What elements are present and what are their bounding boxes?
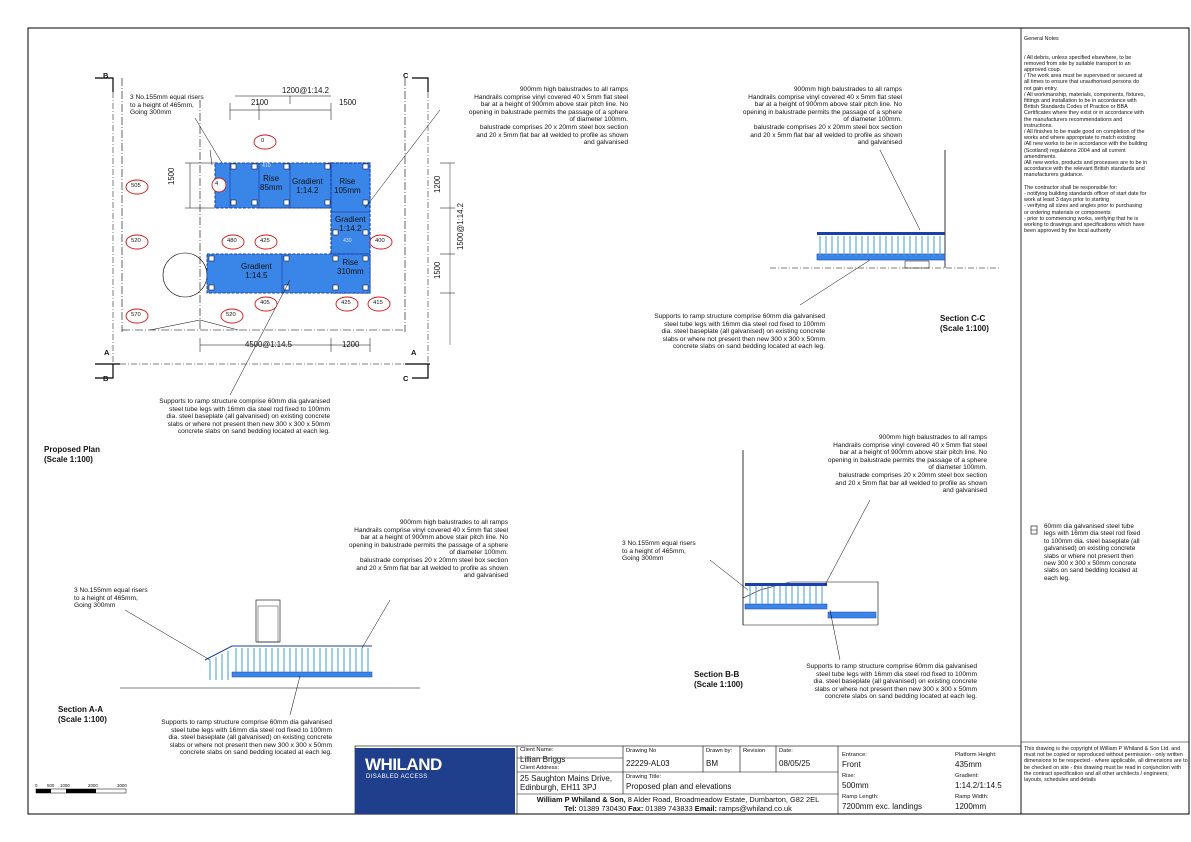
tel-label: Tel: [564, 804, 577, 813]
section-cc-title: Section C-C (Scale 1:100) [940, 314, 989, 333]
section-aa-support-note: Supports to ramp structure comprise 60mm dia galvanised steel tube legs with 16mm dia steel rod fixed to 100mm dia. steel baseplate (all galvanised) on existing concrete slabs or where not present then new 300 x 300 x 50mm concrete slabs on sand bedding located at each leg. [161, 719, 332, 757]
dim-right-top: 1200 [433, 175, 442, 193]
dim-bottom-slope: 4500@1:14.5 [245, 340, 292, 349]
dim-right-bottom: 1500 [433, 261, 442, 279]
scale-label: 2000 [88, 783, 98, 788]
platform-height-label: Platform Height: [955, 752, 997, 758]
section-bb-title: Section B-B (Scale 1:100) [694, 670, 743, 689]
dim-top-left: 2100 [251, 98, 269, 107]
entrance: Front [842, 760, 861, 769]
company-logo-tagline: DISABLED ACCESS [366, 774, 428, 780]
company-address: 8 Alder Road, Broadmeadow Estate, Dumbarton, G82 2EL [627, 795, 820, 804]
tel-number: 01389 730430 [578, 804, 627, 813]
section-aa-riser-note: 3 No.155mm equal risers to a height of 465mm, Going 300mm [74, 587, 148, 610]
section-aa-handrail-note: 900mm high balustrades to all ramps Handrails comprise vinyl covered 40 x 5mm flat steel bar at a height of 900mm above stair pitch line. No opening in balustrade permits the passage of a sphere of diameter 100mm. balustrade comprises 20 x 20mm steel box section and 20 x 5mm flat bar all welded to profile as shown and galvanised [348, 519, 508, 580]
section-bb-riser-note: 3 No.155mm equal risers to a height of 465mm, Going 300mm [622, 540, 696, 563]
fax-label: Fax: [628, 804, 644, 813]
level-tag: 415 [373, 300, 383, 306]
general-notes-body: / All debris, unless specified elsewhere, to be removed from site by suitable transport to an approved coup. / The work area must be supervised or secured at all times to ensure that unauthorised persons do not gain entry. / All workmanship, materials, components, fixtures, fittings and installation to be in accordance with British Standards Codes of Practice or BBA Certificates where they exist or in accordance with the manufacturers recommendations and instructions. / All finishes to be made good on completion of the works and where appropriate to match existing /All new works to be in accordance with the building (Scotland) regulations 2004 and all current amendments. /All new works, products and processes are to be in accordance with the relevant British standards and manufacturers guidance. The contractor shall be responsible for: - notifying building standards officer of start date for work at least 3 days prior to starting - verifying all sizes and angles prior to purchasing or ordering materials or components - prior to commencing works, verifying that he is working to drawings and specifications which have been approved by the local authority [1024, 54, 1148, 235]
rise-label: Rise: [842, 773, 856, 779]
zone-gradient-bottom: Gradient 1:14.5 [241, 262, 272, 280]
zone-gradient-right: Gradient 1:14.2 [335, 215, 366, 233]
client-name: Lillian Briggs [520, 755, 566, 764]
company-name: William P Whiland & Son, [536, 795, 626, 804]
platform-height: 435mm [955, 760, 982, 769]
client-name-label: Client Name: [520, 747, 554, 753]
dim-right-mid: 1500@1:14.2 [456, 203, 465, 250]
level-tag: 425 [260, 238, 270, 244]
section-marker-b-top: B [103, 71, 109, 80]
drawing-no: 22229-AL03 [626, 759, 670, 768]
plan-handrail-note: 900mm high balustrades to all ramps Handrails comprise vinyl covered 40 x 5mm flat steel bar at a height of 900mm above stair pitch line. No opening in balustrade permits the passage of a sphere of diameter 100mm. balustrade comprises 20 x 20mm steel box section and 20 x 5mm flat bar all welded to profile as shown and galvanised [468, 86, 628, 147]
drawing-title: Proposed plan and elevations [626, 782, 732, 791]
section-aa-drawing [120, 600, 420, 715]
email-label: Email: [694, 804, 717, 813]
level-tag: 520 [131, 238, 141, 244]
date-label: Date: [779, 748, 793, 754]
drawn-by-label: Drawn by: [706, 748, 733, 754]
level-tag: 405 [260, 300, 270, 306]
general-notes-heading: General Notes [1024, 36, 1059, 43]
level-tag: 4 [215, 181, 219, 187]
level-tag: 520 [226, 312, 236, 318]
section-cc-support-note: Supports to ramp structure comprise 60mm dia galvanised steel tube legs with 16mm dia steel rod fixed to 100mm dia. steel baseplate (all galvanised) on existing concrete slabs or where not present then new 300 x 300 x 50mm concrete slabs on sand bedding located at each leg. [654, 313, 825, 351]
section-marker-c-bottom: C [403, 374, 409, 383]
section-aa-title: Section A-A (Scale 1:100) [58, 705, 107, 724]
level-tag: 400 [375, 238, 385, 244]
level-tag: 430 [343, 238, 352, 244]
plan-support-note: Supports to ramp structure comprise 60mm dia galvanised steel tube legs with 16mm dia steel rod fixed to 100mm dia. steel baseplate (all galvanised) on existing concrete slabs or where not present then new 300 x 300 x 50mm concrete slabs on sand bedding located at each leg. [159, 398, 330, 436]
client-address-label: Client Address: [520, 765, 559, 771]
level-tag: 505 [131, 183, 141, 189]
level-tag: 480 [227, 238, 237, 244]
scale-label: 1000 [60, 783, 70, 788]
ramp-length: 7200mm exc. landings [842, 802, 923, 811]
dim-bottom-right: 1200 [342, 340, 360, 349]
ramp-width: 1200mm [955, 802, 987, 811]
zone-gradient-top: Gradient 1:14.2 [292, 177, 323, 195]
section-cc-drawing [770, 150, 1000, 305]
gradient-label: Gradient: [955, 773, 979, 779]
drawing-title-label: Drawing Title: [626, 774, 662, 780]
revision-label: Revision [743, 748, 766, 754]
section-marker-b-bottom: B [103, 374, 109, 383]
dim-top-slope: 1200@1:14.2 [282, 86, 329, 95]
plan-title: Proposed Plan (Scale 1:100) [44, 445, 101, 464]
company-address-block [518, 795, 838, 813]
level-tag: 410 [262, 163, 271, 169]
section-cc-handrail-note: 900mm high balustrades to all ramps Handrails comprise vinyl covered 40 x 5mm flat steel bar at a height of 900mm above stair pitch line. No opening in balustrade permits the passage of a sphere of diameter 100mm. balustrade comprises 20 x 20mm steel box section and 20 x 5mm flat bar all welded to profile as shown and galvanised [742, 86, 902, 147]
zone-rise-85: Rise 85mm [260, 174, 283, 192]
drawn-by: BM [706, 759, 718, 768]
entrance-label: Entrance: [842, 752, 867, 758]
zone-rise-310: Rise 310mm [337, 258, 364, 276]
zone-rise-105: Rise 105mm [334, 177, 361, 195]
level-tag: 425 [341, 300, 351, 306]
drawing-no-label: Drawing No [626, 748, 657, 754]
level-tag: 570 [131, 312, 141, 318]
section-bb-handrail-note: 900mm high balustrades to all ramps Handrails comprise vinyl covered 40 x 5mm flat steel bar at a height of 900mm above stair pitch line. No opening in balustrade permits the passage of a sphere of diameter 100mm. balustrade comprises 20 x 20mm steel box section and 20 x 5mm flat bar all welded to profile as shown and galvanised [827, 434, 987, 495]
company-logo: WHILAND [365, 755, 442, 774]
dim-left-height: 1500 [167, 167, 176, 185]
section-bb-support-note: Supports to ramp structure comprise 60mm dia galvanised steel tube legs with 16mm dia steel rod fixed to 100mm dia. steel baseplate (all galvanised) on existing concrete slabs or where not present then new 300 x 300 x 50mm concrete slabs on sand bedding located at each leg. [806, 663, 977, 701]
gradient: 1:14.2/1:14.5 [955, 781, 1002, 790]
section-marker-a-right: A [411, 348, 417, 357]
level-tag: 0 [261, 138, 265, 144]
plan-riser-note: 3 No.155mm equal risers to a height of 465mm, Going 300mm [130, 94, 204, 117]
copyright-notice: This drawing is the copyright of William P Whiland & Son Ltd. and must not be copied or reproduced without permission - only written dimensions to be respected - where applicable, all dimensions are to be checked on site - this drawing must be read in conjunction with the contract specification and all other architects / engineers; layouts, schedules and details [1024, 746, 1188, 784]
fax-number: 01389 743833 [645, 804, 693, 813]
section-marker-a-left: A [104, 348, 110, 357]
leg-legend-text: 60mm dia galvanised steel tube legs with 16mm dia steel rod fixed to 100mm dia. steel baseplate (all galvanised) on existing concrete slabs or where not present then new 300 x 300 x 50mm concrete slabs on sand bedding located at each leg. [1044, 523, 1141, 582]
leg-legend-symbol [1031, 526, 1037, 534]
ramp-width-label: Ramp Width: [955, 794, 989, 800]
scale-label: 3000 [117, 783, 127, 788]
dim-top-right: 1500 [339, 98, 357, 107]
client-address: 25 Saughton Mains Drive, Edinburgh, EH11 3PJ [520, 774, 613, 792]
scale-label: 0 [35, 783, 38, 788]
ramp-length-label: Ramp Length: [842, 794, 879, 800]
drawing-date: 08/05/25 [779, 759, 811, 768]
scale-bar [36, 789, 126, 793]
rise: 500mm [842, 781, 869, 790]
scale-label: 500 [47, 783, 55, 788]
section-marker-c-top: C [403, 71, 409, 80]
email-address: ramps@whiland.co.uk [719, 804, 792, 813]
general-notes [1024, 30, 1188, 241]
